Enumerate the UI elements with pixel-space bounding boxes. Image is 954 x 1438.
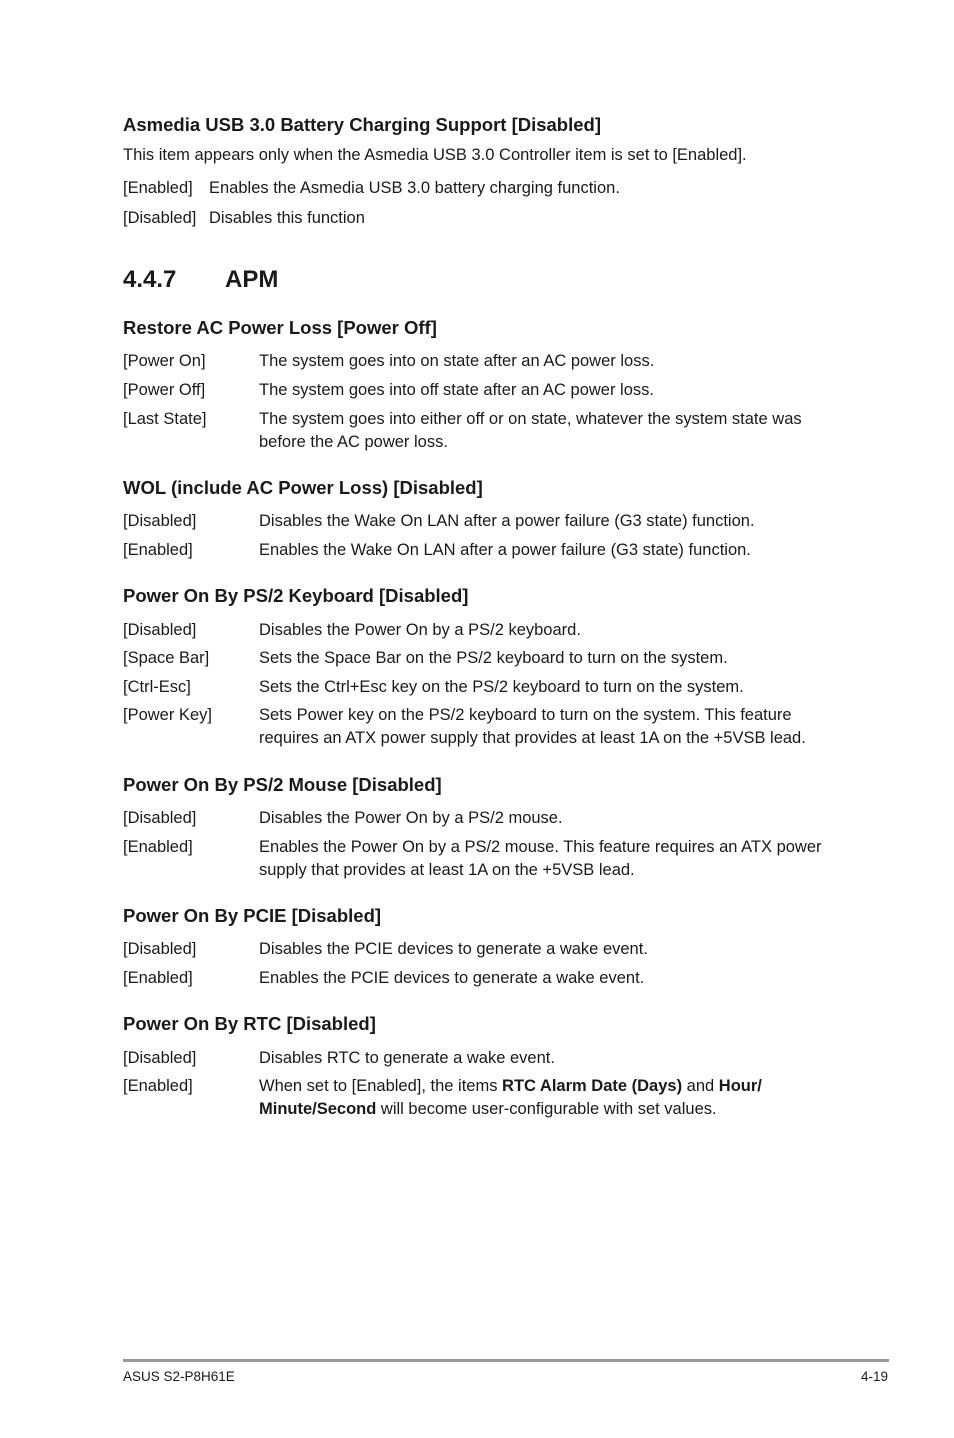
- option-label: [Last State]: [123, 410, 207, 428]
- option-label: [Power Off]: [123, 381, 206, 399]
- option-desc: Disables the Power On by a PS/2 keyboard.: [259, 621, 581, 639]
- hour-minute-second-term: Hour/ Minute/Second: [259, 1077, 762, 1118]
- option-desc: Enables the Asmedia USB 3.0 battery charging function.: [209, 179, 620, 197]
- footer-product: ASUS S2-P8H61E: [123, 1369, 235, 1384]
- option-desc: Disables the Power On by a PS/2 mouse.: [259, 809, 563, 827]
- desc-text: and: [682, 1077, 719, 1095]
- option-label: [Power On]: [123, 352, 206, 370]
- footer-page-number: 4-19: [860, 1369, 888, 1384]
- option-label: [Ctrl-Esc]: [123, 678, 191, 696]
- option-label: [Disabled]: [123, 621, 197, 639]
- section-title: APM: [225, 266, 279, 293]
- rtc-heading: Power On By RTC [Disabled]: [123, 1013, 376, 1034]
- footer-rule: [123, 1359, 889, 1362]
- option-desc: Sets the Space Bar on the PS/2 keyboard to turn on the system.: [259, 649, 728, 667]
- pcie-heading: Power On By PCIE [Disabled]: [123, 905, 382, 926]
- section-number: 4.4.7: [123, 266, 177, 293]
- ps2-mouse-heading: Power On By PS/2 Mouse [Disabled]: [123, 774, 442, 795]
- option-desc: Disables the PCIE devices to generate a wake event.: [259, 940, 648, 958]
- option-desc: Enables the Power On by a PS/2 mouse. This feature requires an ATX power supply that provides at least 1A on the +5VSB lead.: [259, 838, 822, 879]
- option-label: [Disabled]: [123, 940, 197, 958]
- desc-text: When set to [Enabled], the items: [259, 1077, 503, 1095]
- option-label: [Enabled]: [123, 179, 193, 197]
- option-label: [Disabled]: [123, 209, 197, 227]
- option-desc: The system goes into either off or on state, whatever the system state was before the AC power loss.: [259, 410, 802, 451]
- option-desc: Enables the Wake On LAN after a power failure (G3 state) function.: [259, 541, 751, 559]
- option-label: [Space Bar]: [123, 649, 210, 667]
- asmedia-heading: Asmedia USB 3.0 Battery Charging Support [Disabled]: [123, 114, 602, 135]
- restore-ac-heading: Restore AC Power Loss [Power Off]: [123, 317, 437, 338]
- option-label: [Enabled]: [123, 541, 193, 559]
- option-label: [Power Key]: [123, 706, 212, 724]
- option-desc: [259, 1075, 819, 1121]
- option-desc: Disables the Wake On LAN after a power failure (G3 state) function.: [259, 512, 755, 530]
- option-desc: Enables the PCIE devices to generate a wake event.: [259, 969, 645, 987]
- option-label: [Enabled]: [123, 969, 193, 987]
- ps2-keyboard-heading: Power On By PS/2 Keyboard [Disabled]: [123, 585, 469, 606]
- option-desc: The system goes into on state after an AC power loss.: [259, 352, 655, 370]
- option-label: [Enabled]: [123, 1077, 193, 1095]
- option-desc: Sets Power key on the PS/2 keyboard to turn on the system. This feature requires an ATX power supply that provides at least 1A on the +5VSB lead.: [259, 706, 806, 747]
- desc-text: will become user-configurable with set values.: [376, 1100, 717, 1118]
- rtc-alarm-date-term: RTC Alarm Date (Days): [502, 1077, 683, 1095]
- option-label: [Enabled]: [123, 838, 193, 856]
- wol-heading: WOL (include AC Power Loss) [Disabled]: [123, 477, 483, 498]
- option-desc: Sets the Ctrl+Esc key on the PS/2 keyboard to turn on the system.: [259, 678, 744, 696]
- option-desc: The system goes into off state after an AC power loss.: [259, 381, 654, 399]
- option-desc: Disables this function: [209, 209, 365, 227]
- option-label: [Disabled]: [123, 512, 197, 530]
- option-label: [Disabled]: [123, 809, 197, 827]
- option-label: [Disabled]: [123, 1049, 197, 1067]
- option-desc: Disables RTC to generate a wake event.: [259, 1049, 555, 1067]
- asmedia-note: This item appears only when the Asmedia USB 3.0 Controller item is set to [Enabled].: [123, 146, 747, 164]
